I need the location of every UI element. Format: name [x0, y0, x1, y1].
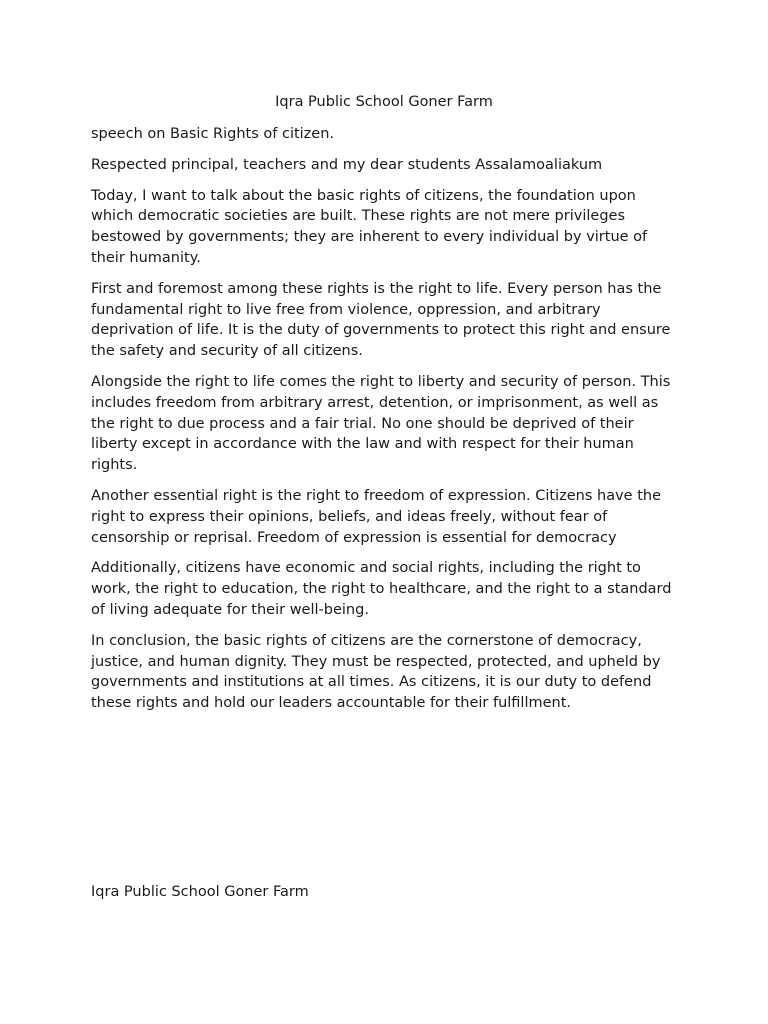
document-header: Iqra Public School Goner Farm [275, 94, 493, 110]
speech-subject: speech on Basic Rights of citizen. [91, 126, 335, 142]
paragraph-conclusion: In conclusion, the basic rights of citizens are the cornerstone of democracy, justice, and human dignity. They must be respected, protected, and upheld by governments and institutions at all times. As citizens, it is our duty to defend these rights and hold our leaders accountable for their fulfillment. [91, 632, 661, 712]
paragraph-introduction: Today, I want to talk about the basic rights of citizens, the foundation upon which democratic societies are built. These rights are not mere privileges bestowed by governments; they are inherent to every individual by virtue of their humanity. [91, 187, 648, 266]
document-footer: Iqra Public School Goner Farm [91, 884, 309, 900]
paragraph-right-to-life: First and foremost among these rights is the right to life. Every person has the fundamental right to live free from violence, oppression, and arbitrary deprivation of life. It is the duty of governments to protect this right and ensure the safety and security of all citizens. [91, 280, 671, 360]
speech-greeting: Respected principal, teachers and my dear students Assalamoaliakum [91, 156, 603, 173]
paragraph-right-to-liberty: Alongside the right to life comes the right to liberty and security of person. This includes freedom from arbitrary arrest, detention, or imprisonment, as well as the right to due process and a fair trial. No one should be deprived of their liberty except in accordance with the law and with respect for their human rights. [91, 373, 671, 474]
paragraph-freedom-of-expression: Another essential right is the right to freedom of expression. Citizens have the right to express their opinions, beliefs, and ideas freely, without fear of censorship or reprisal. Freedom of expression is essential for democracy [91, 487, 661, 546]
document-body [91, 124, 681, 724]
paragraph-economic-social-rights: Additionally, citizens have economic and social rights, including the right to work, the right to education, the right to healthcare, and the right to a standard of living adequate for their well-being. [91, 560, 672, 618]
